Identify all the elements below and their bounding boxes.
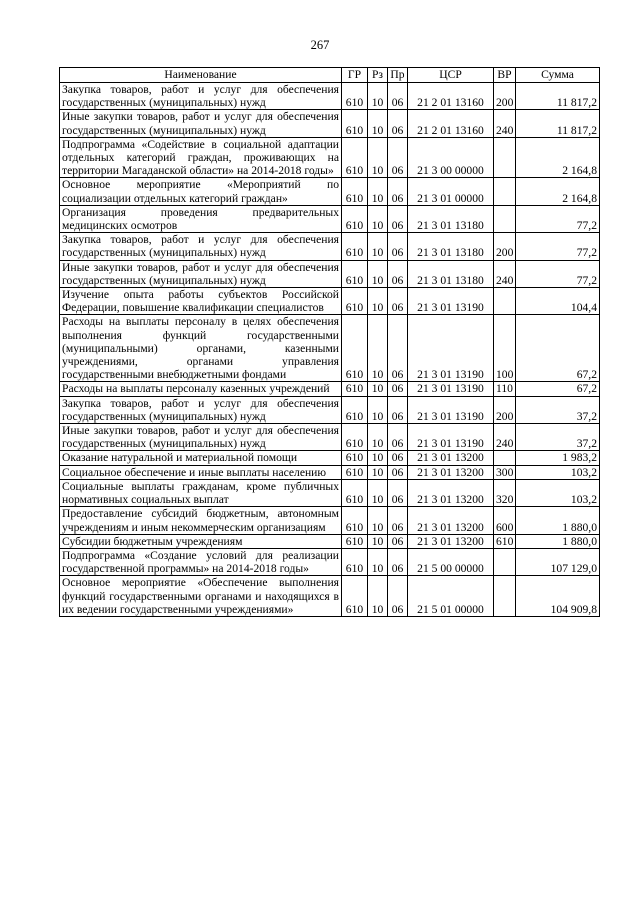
- cell-sum: 1 880,0: [516, 534, 600, 548]
- cell-pr: 06: [388, 178, 408, 205]
- table-row: [60, 137, 600, 178]
- cell-sum: 104,4: [516, 288, 600, 315]
- cell-name: Изучение опыта работы субъектов Российской Федерации, повышение квалификации специалистов: [60, 288, 342, 315]
- cell-rz: 10: [368, 479, 388, 506]
- cell-pr: 06: [388, 507, 408, 534]
- cell-vr: 240: [494, 424, 516, 451]
- cell-rz: 10: [368, 534, 388, 548]
- table-row: [60, 110, 600, 137]
- cell-sum: 77,2: [516, 260, 600, 287]
- cell-csr: 21 5 00 00000: [408, 548, 494, 575]
- cell-csr: 21 3 01 13200: [408, 507, 494, 534]
- cell-gr: 610: [342, 178, 368, 205]
- budget-table: [59, 67, 600, 617]
- cell-rz: 10: [368, 382, 388, 396]
- cell-sum: 104 909,8: [516, 576, 600, 617]
- cell-rz: 10: [368, 548, 388, 575]
- cell-csr: 21 3 01 13200: [408, 479, 494, 506]
- cell-gr: 610: [342, 479, 368, 506]
- cell-csr: 21 3 01 13200: [408, 534, 494, 548]
- cell-pr: 06: [388, 137, 408, 178]
- cell-rz: 10: [368, 178, 388, 205]
- cell-vr: [494, 178, 516, 205]
- cell-name: Основное мероприятие «Обеспечение выполнения функций государственными органами и находящихся в их ведении государственными учреждениями»: [60, 576, 342, 617]
- cell-sum: 77,2: [516, 233, 600, 260]
- cell-gr: 610: [342, 288, 368, 315]
- cell-sum: 2 164,8: [516, 178, 600, 205]
- column-header-gr: ГР: [342, 68, 368, 83]
- cell-gr: 610: [342, 260, 368, 287]
- cell-name: Оказание натуральной и материальной помощи: [60, 451, 342, 465]
- table-row: [60, 479, 600, 506]
- cell-gr: 610: [342, 83, 368, 110]
- cell-name: Предоставление субсидий бюджетным, автономным учреждениям и иным некоммерческим организациям: [60, 507, 342, 534]
- cell-csr: 21 3 01 00000: [408, 178, 494, 205]
- table-row: [60, 83, 600, 110]
- column-header-csr: ЦСР: [408, 68, 494, 83]
- cell-gr: 610: [342, 110, 368, 137]
- column-header-sum: Сумма: [516, 68, 600, 83]
- cell-vr: [494, 205, 516, 232]
- cell-pr: 06: [388, 465, 408, 479]
- cell-gr: 610: [342, 233, 368, 260]
- cell-vr: [494, 548, 516, 575]
- cell-vr: [494, 137, 516, 178]
- cell-rz: 10: [368, 507, 388, 534]
- column-header-name: Наименование: [60, 68, 342, 83]
- table-row: [60, 534, 600, 548]
- table-row: [60, 548, 600, 575]
- cell-sum: 37,2: [516, 424, 600, 451]
- cell-rz: 10: [368, 465, 388, 479]
- cell-vr: 320: [494, 479, 516, 506]
- cell-vr: 300: [494, 465, 516, 479]
- cell-pr: 06: [388, 548, 408, 575]
- cell-csr: 21 2 01 13160: [408, 83, 494, 110]
- cell-vr: [494, 288, 516, 315]
- cell-sum: 103,2: [516, 465, 600, 479]
- table-row: [60, 260, 600, 287]
- cell-csr: 21 3 01 13190: [408, 315, 494, 382]
- cell-rz: 10: [368, 233, 388, 260]
- cell-name: Иные закупки товаров, работ и услуг для обеспечения государственных (муниципальных) нужд: [60, 110, 342, 137]
- table-row: [60, 315, 600, 382]
- column-header-vr: ВР: [494, 68, 516, 83]
- cell-sum: 67,2: [516, 382, 600, 396]
- cell-pr: 06: [388, 576, 408, 617]
- cell-pr: 06: [388, 534, 408, 548]
- cell-pr: 06: [388, 288, 408, 315]
- cell-vr: 200: [494, 83, 516, 110]
- cell-csr: 21 3 01 13190: [408, 288, 494, 315]
- cell-csr: 21 3 01 13190: [408, 424, 494, 451]
- cell-pr: 06: [388, 451, 408, 465]
- cell-name: Социальные выплаты гражданам, кроме публичных нормативных социальных выплат: [60, 479, 342, 506]
- cell-pr: 06: [388, 205, 408, 232]
- cell-rz: 10: [368, 83, 388, 110]
- cell-name: Расходы на выплаты персоналу казенных учреждений: [60, 382, 342, 396]
- table-row: [60, 396, 600, 423]
- cell-pr: 06: [388, 83, 408, 110]
- cell-gr: 610: [342, 576, 368, 617]
- cell-sum: 37,2: [516, 396, 600, 423]
- cell-gr: 610: [342, 548, 368, 575]
- table-row: [60, 465, 600, 479]
- cell-csr: 21 5 01 00000: [408, 576, 494, 617]
- cell-vr: 240: [494, 260, 516, 287]
- table-row: [60, 288, 600, 315]
- table-row: [60, 233, 600, 260]
- cell-vr: 600: [494, 507, 516, 534]
- column-header-rz: Рз: [368, 68, 388, 83]
- cell-vr: [494, 576, 516, 617]
- table-row: [60, 205, 600, 232]
- cell-gr: 610: [342, 382, 368, 396]
- cell-rz: 10: [368, 451, 388, 465]
- cell-rz: 10: [368, 315, 388, 382]
- cell-csr: 21 3 01 13190: [408, 396, 494, 423]
- cell-pr: 06: [388, 260, 408, 287]
- table-row: [60, 382, 600, 396]
- cell-rz: 10: [368, 137, 388, 178]
- cell-csr: 21 3 01 13190: [408, 382, 494, 396]
- cell-name: Иные закупки товаров, работ и услуг для обеспечения государственных (муниципальных) нужд: [60, 424, 342, 451]
- cell-name: Субсидии бюджетным учреждениям: [60, 534, 342, 548]
- cell-pr: 06: [388, 315, 408, 382]
- cell-sum: 11 817,2: [516, 83, 600, 110]
- cell-gr: 610: [342, 424, 368, 451]
- cell-sum: 103,2: [516, 479, 600, 506]
- cell-sum: 1 983,2: [516, 451, 600, 465]
- table-header-row: [60, 68, 600, 83]
- cell-gr: 610: [342, 315, 368, 382]
- table-row: [60, 576, 600, 617]
- cell-name: Иные закупки товаров, работ и услуг для обеспечения государственных (муниципальных) нужд: [60, 260, 342, 287]
- cell-sum: 11 817,2: [516, 110, 600, 137]
- cell-gr: 610: [342, 507, 368, 534]
- cell-vr: 610: [494, 534, 516, 548]
- table-body: [60, 83, 600, 617]
- column-header-pr: Пр: [388, 68, 408, 83]
- cell-pr: 06: [388, 110, 408, 137]
- cell-csr: 21 3 01 13180: [408, 233, 494, 260]
- table-row: [60, 507, 600, 534]
- cell-gr: 610: [342, 465, 368, 479]
- cell-sum: 1 880,0: [516, 507, 600, 534]
- cell-name: Подпрограмма «Создание условий для реализации государственной программы» на 2014-2018 годы»: [60, 548, 342, 575]
- cell-rz: 10: [368, 288, 388, 315]
- cell-name: Закупка товаров, работ и услуг для обеспечения государственных (муниципальных) нужд: [60, 83, 342, 110]
- cell-csr: 21 3 01 13180: [408, 205, 494, 232]
- cell-pr: 06: [388, 396, 408, 423]
- cell-rz: 10: [368, 396, 388, 423]
- cell-csr: 21 3 01 13200: [408, 451, 494, 465]
- cell-name: Закупка товаров, работ и услуг для обеспечения государственных (муниципальных) нужд: [60, 233, 342, 260]
- table-row: [60, 451, 600, 465]
- cell-vr: 200: [494, 233, 516, 260]
- cell-gr: 610: [342, 137, 368, 178]
- cell-csr: 21 3 01 13200: [408, 465, 494, 479]
- cell-sum: 107 129,0: [516, 548, 600, 575]
- cell-vr: 200: [494, 396, 516, 423]
- cell-pr: 06: [388, 479, 408, 506]
- cell-sum: 2 164,8: [516, 137, 600, 178]
- cell-gr: 610: [342, 534, 368, 548]
- cell-name: Расходы на выплаты персоналу в целях обеспечения выполнения функций государственными (муниципальными) органами, казенными учреждениями, органами управления государственными внебюджетными фондами: [60, 315, 342, 382]
- cell-name: Подпрограмма «Содействие в социальной адаптации отдельных категорий граждан, проживающих на территории Магаданской области» на 2014-2018 годы»: [60, 137, 342, 178]
- cell-gr: 610: [342, 451, 368, 465]
- cell-rz: 10: [368, 110, 388, 137]
- cell-pr: 06: [388, 382, 408, 396]
- cell-pr: 06: [388, 233, 408, 260]
- cell-rz: 10: [368, 576, 388, 617]
- cell-gr: 610: [342, 396, 368, 423]
- cell-name: Организация проведения предварительных медицинских осмотров: [60, 205, 342, 232]
- cell-rz: 10: [368, 205, 388, 232]
- cell-pr: 06: [388, 424, 408, 451]
- table-row: [60, 178, 600, 205]
- cell-name: Социальное обеспечение и иные выплаты населению: [60, 465, 342, 479]
- cell-rz: 10: [368, 260, 388, 287]
- cell-csr: 21 2 01 13160: [408, 110, 494, 137]
- cell-vr: 110: [494, 382, 516, 396]
- cell-vr: 100: [494, 315, 516, 382]
- cell-rz: 10: [368, 424, 388, 451]
- cell-name: Основное мероприятие «Мероприятий по социализации отдельных категорий граждан»: [60, 178, 342, 205]
- cell-gr: 610: [342, 205, 368, 232]
- cell-sum: 67,2: [516, 315, 600, 382]
- cell-name: Закупка товаров, работ и услуг для обеспечения государственных (муниципальных) нужд: [60, 396, 342, 423]
- table-row: [60, 424, 600, 451]
- cell-sum: 77,2: [516, 205, 600, 232]
- page-number: 267: [310, 38, 330, 52]
- cell-vr: 240: [494, 110, 516, 137]
- cell-vr: [494, 451, 516, 465]
- cell-csr: 21 3 00 00000: [408, 137, 494, 178]
- cell-csr: 21 3 01 13180: [408, 260, 494, 287]
